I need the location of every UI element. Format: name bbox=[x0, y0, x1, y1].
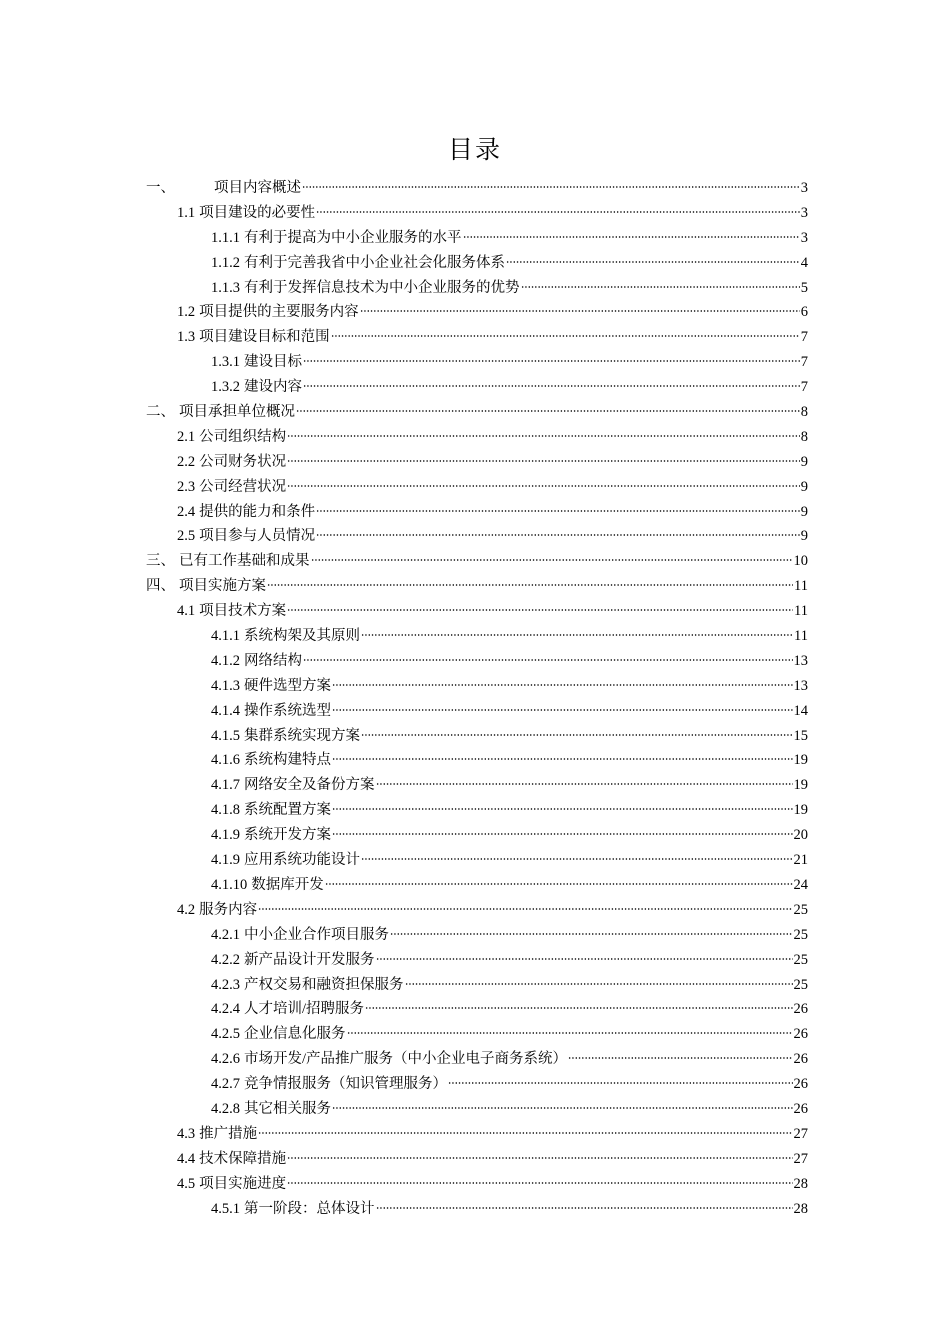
toc-dot-leader bbox=[287, 1157, 792, 1159]
toc-entry-number: 4.2.4 bbox=[211, 1001, 240, 1018]
toc-entry-label: 技术保障措施 bbox=[199, 1150, 287, 1167]
toc-entry-number: 2.1 bbox=[177, 428, 196, 445]
toc-entry[interactable] bbox=[146, 450, 808, 475]
toc-dot-leader bbox=[316, 534, 800, 536]
toc-entry[interactable] bbox=[146, 624, 808, 649]
toc-entry[interactable] bbox=[146, 973, 808, 998]
toc-entry-label: 中小企业合作项目服务 bbox=[244, 926, 389, 943]
toc-entry-page-number: 19 bbox=[793, 777, 808, 794]
toc-dot-leader bbox=[287, 1182, 792, 1184]
toc-dot-leader bbox=[332, 758, 793, 760]
toc-entry-label: 硬件选型方案 bbox=[244, 677, 331, 694]
toc-entry-number: 四、 bbox=[146, 578, 175, 595]
toc-entry-number: 二、 bbox=[146, 404, 175, 421]
toc-dot-leader bbox=[376, 783, 793, 785]
toc-entry-number: 4.2.1 bbox=[211, 926, 240, 943]
toc-entry[interactable] bbox=[146, 201, 808, 226]
toc-entry-page-number: 25 bbox=[793, 926, 808, 943]
toc-entry-page-number: 25 bbox=[793, 976, 808, 993]
toc-entry-label: 系统开发方案 bbox=[244, 827, 331, 844]
toc-entry-label: 项目建设目标和范围 bbox=[199, 329, 330, 346]
toc-entry-number: 4.2.6 bbox=[211, 1051, 240, 1068]
toc-entry-page-number: 9 bbox=[800, 478, 808, 495]
toc-entry[interactable] bbox=[146, 325, 808, 350]
toc-entry[interactable] bbox=[146, 549, 808, 574]
toc-entry-number: 4.1 bbox=[177, 603, 196, 620]
toc-entry-label: 项目内容概述 bbox=[214, 180, 301, 196]
toc-entry[interactable] bbox=[146, 1047, 808, 1072]
toc-entry-number: 1.3.1 bbox=[211, 354, 240, 371]
toc-entry-page-number: 9 bbox=[800, 528, 808, 545]
toc-dot-leader bbox=[376, 1207, 793, 1209]
toc-entry-number: 2.5 bbox=[177, 528, 196, 545]
toc-dot-leader bbox=[360, 310, 800, 312]
toc-dot-leader bbox=[287, 609, 793, 611]
toc-entry-page-number: 26 bbox=[793, 1026, 808, 1043]
toc-entry-label: 企业信息化服务 bbox=[244, 1026, 346, 1043]
toc-entry-number: 1.1.3 bbox=[211, 279, 240, 296]
toc-entry-number: 4.2.7 bbox=[211, 1076, 240, 1093]
toc-entry-number: 4.2.5 bbox=[211, 1026, 240, 1043]
toc-entry-page-number: 26 bbox=[793, 1100, 808, 1117]
toc-entry-page-number: 25 bbox=[793, 901, 808, 918]
toc-dot-leader bbox=[316, 211, 800, 213]
toc-entry-page-number: 26 bbox=[793, 1051, 808, 1068]
toc-entry-label: 项目实施进度 bbox=[199, 1175, 287, 1192]
toc-entry-page-number: 28 bbox=[793, 1200, 808, 1217]
toc-dot-leader bbox=[332, 709, 793, 711]
toc-entry-page-number: 7 bbox=[800, 329, 808, 346]
toc-entry[interactable] bbox=[146, 1122, 808, 1147]
toc-dot-leader bbox=[332, 1107, 793, 1109]
toc-entry-number: 4.1.6 bbox=[211, 752, 240, 769]
toc-dot-leader bbox=[332, 808, 793, 810]
toc-entry-number: 4.4 bbox=[177, 1150, 196, 1167]
toc-entry[interactable] bbox=[146, 574, 808, 599]
toc-dot-leader bbox=[405, 983, 793, 985]
toc-entry-number: 4.1.9 bbox=[211, 852, 240, 869]
toc-entry[interactable] bbox=[146, 923, 808, 948]
toc-entry-label: 项目提供的主要服务内容 bbox=[199, 304, 359, 321]
toc-entry-number: 4.1.2 bbox=[211, 652, 240, 669]
toc-entry-label: 有利于提高为中小企业服务的水平 bbox=[244, 229, 462, 246]
toc-entry-label: 其它相关服务 bbox=[244, 1100, 331, 1117]
toc-dot-leader bbox=[347, 1032, 793, 1034]
toc-entry-number: 4.2.3 bbox=[211, 976, 240, 993]
toc-entry[interactable] bbox=[146, 276, 808, 301]
toc-entry-label: 推广措施 bbox=[199, 1125, 258, 1142]
toc-entry[interactable] bbox=[146, 400, 808, 425]
toc-entry-page-number: 26 bbox=[793, 1076, 808, 1093]
toc-entry-page-number: 9 bbox=[800, 503, 808, 520]
toc-entry-label: 已有工作基础和成果 bbox=[179, 553, 310, 570]
toc-entry[interactable] bbox=[146, 798, 808, 823]
toc-entry-number: 三、 bbox=[146, 553, 175, 570]
toc-entry-page-number: 20 bbox=[793, 827, 808, 844]
toc-entry-number: 4.5.1 bbox=[211, 1200, 240, 1217]
toc-entry[interactable] bbox=[146, 1147, 808, 1172]
toc-entry[interactable] bbox=[146, 251, 808, 276]
toc-entry-label: 公司经营状况 bbox=[199, 478, 287, 495]
toc-dot-leader bbox=[303, 385, 800, 387]
toc-entry-label: 项目技术方案 bbox=[199, 603, 287, 620]
toc-dot-leader bbox=[258, 1132, 792, 1134]
toc-entry-label: 建设内容 bbox=[244, 379, 302, 396]
toc-entry-page-number: 19 bbox=[793, 802, 808, 819]
toc-dot-leader bbox=[506, 261, 800, 263]
toc-entry[interactable] bbox=[146, 300, 808, 325]
toc-entry-number: 4.2.8 bbox=[211, 1100, 240, 1117]
toc-entry-number: 4.1.8 bbox=[211, 802, 240, 819]
toc-entry[interactable] bbox=[146, 350, 808, 375]
toc-entry-label: 竞争情报服务（知识管理服务） bbox=[244, 1076, 447, 1093]
toc-entry-page-number: 11 bbox=[794, 578, 808, 595]
toc-entry[interactable] bbox=[146, 848, 808, 873]
toc-entry-number: 4.2.2 bbox=[211, 951, 240, 968]
toc-entry[interactable] bbox=[146, 873, 808, 898]
toc-entry[interactable] bbox=[146, 1097, 808, 1122]
toc-entry-number: 1.1.2 bbox=[211, 254, 240, 271]
toc-entry[interactable] bbox=[146, 948, 808, 973]
toc-entry-number: 1.1.1 bbox=[211, 229, 240, 246]
toc-entry-label: 有利于完善我省中小企业社会化服务体系 bbox=[244, 254, 505, 271]
toc-entry[interactable] bbox=[146, 823, 808, 848]
toc-entry-page-number: 8 bbox=[800, 428, 808, 445]
toc-entry-page-number: 3 bbox=[800, 204, 808, 221]
toc-entry[interactable] bbox=[146, 524, 808, 549]
toc-entry-label: 提供的能力和条件 bbox=[199, 503, 316, 520]
toc-entry-label: 新产品设计开发服务 bbox=[244, 951, 375, 968]
toc-entry-page-number: 27 bbox=[793, 1150, 808, 1167]
toc-entry[interactable] bbox=[146, 748, 808, 773]
toc-entry-number: 1.2 bbox=[177, 304, 196, 321]
toc-entry-number: 2.3 bbox=[177, 478, 196, 495]
toc-entry[interactable] bbox=[146, 898, 808, 923]
toc-entry[interactable] bbox=[146, 375, 808, 400]
toc-entry[interactable] bbox=[146, 997, 808, 1022]
toc-entry-number: 4.3 bbox=[177, 1125, 196, 1142]
toc-list bbox=[146, 176, 808, 1221]
toc-dot-leader bbox=[303, 659, 793, 661]
toc-dot-leader bbox=[568, 1057, 792, 1059]
toc-entry-number: 2.2 bbox=[177, 453, 196, 470]
toc-dot-leader bbox=[448, 1082, 793, 1084]
toc-entry-label: 网络结构 bbox=[244, 652, 302, 669]
toc-entry-page-number: 6 bbox=[800, 304, 808, 321]
toc-dot-leader bbox=[302, 186, 800, 188]
toc-entry-number: 4.1.7 bbox=[211, 777, 240, 794]
toc-entry-page-number: 9 bbox=[800, 453, 808, 470]
toc-dot-leader bbox=[258, 908, 792, 910]
toc-entry-label: 操作系统选型 bbox=[244, 702, 331, 719]
toc-entry-number: 4.1.10 bbox=[211, 876, 248, 893]
toc-dot-leader bbox=[287, 485, 800, 487]
toc-dot-leader bbox=[311, 559, 793, 561]
toc-entry-page-number: 28 bbox=[793, 1175, 808, 1192]
toc-dot-leader bbox=[332, 833, 793, 835]
toc-entry-label: 公司财务状况 bbox=[199, 453, 287, 470]
toc-dot-leader bbox=[296, 410, 800, 412]
toc-entry-page-number: 7 bbox=[800, 354, 808, 371]
toc-entry-page-number: 21 bbox=[793, 852, 808, 869]
toc-entry[interactable] bbox=[146, 500, 808, 525]
toc-entry-number: 4.1.3 bbox=[211, 677, 240, 694]
toc-entry-page-number: 11 bbox=[794, 603, 808, 620]
toc-dot-leader bbox=[361, 734, 793, 736]
toc-entry-label: 系统构架及其原则 bbox=[244, 628, 360, 645]
toc-dot-leader bbox=[303, 360, 800, 362]
toc-entry-number: 4.1.1 bbox=[211, 628, 240, 645]
toc-entry-page-number: 15 bbox=[793, 727, 808, 744]
toc-entry-label: 项目参与人员情况 bbox=[199, 528, 316, 545]
toc-entry-page-number: 3 bbox=[800, 180, 808, 196]
toc-dot-leader bbox=[521, 286, 800, 288]
toc-entry-label: 应用系统功能设计 bbox=[244, 852, 360, 869]
toc-entry-label: 项目实施方案 bbox=[179, 578, 266, 595]
toc-entry-label: 系统配置方案 bbox=[244, 802, 331, 819]
toc-entry[interactable] bbox=[146, 176, 808, 201]
toc-entry[interactable] bbox=[146, 699, 808, 724]
toc-entry-number: 4.1.9 bbox=[211, 827, 240, 844]
toc-entry-page-number: 8 bbox=[800, 404, 808, 421]
toc-entry-label: 数据库开发 bbox=[251, 876, 324, 893]
toc-dot-leader bbox=[361, 858, 793, 860]
toc-entry-label: 有利于发挥信息技术为中小企业服务的优势 bbox=[244, 279, 520, 296]
toc-entry-label: 项目承担单位概况 bbox=[179, 404, 295, 421]
toc-entry-number: 4.2 bbox=[177, 901, 196, 918]
toc-entry-page-number: 19 bbox=[793, 752, 808, 769]
toc-dot-leader bbox=[287, 435, 800, 437]
toc-entry-page-number: 24 bbox=[793, 876, 808, 893]
toc-entry[interactable] bbox=[146, 1022, 808, 1047]
toc-entry[interactable] bbox=[146, 773, 808, 798]
toc-entry-page-number: 25 bbox=[793, 951, 808, 968]
toc-entry-label: 产权交易和融资担保服务 bbox=[244, 976, 404, 993]
toc-dot-leader bbox=[267, 584, 793, 586]
toc-entry-page-number: 11 bbox=[794, 628, 808, 645]
toc-entry[interactable] bbox=[146, 1072, 808, 1097]
toc-entry-label: 服务内容 bbox=[199, 901, 258, 918]
toc-entry-number: 2.4 bbox=[177, 503, 196, 520]
toc-entry[interactable] bbox=[146, 226, 808, 251]
toc-entry-number: 1.1 bbox=[177, 204, 196, 221]
toc-entry-number: 4.1.4 bbox=[211, 702, 240, 719]
toc-entry-number: 1.3.2 bbox=[211, 379, 240, 396]
toc-dot-leader bbox=[331, 335, 800, 337]
toc-entry[interactable] bbox=[146, 1197, 808, 1222]
toc-entry-number: 4.5 bbox=[177, 1175, 196, 1192]
toc-entry-page-number: 26 bbox=[793, 1001, 808, 1018]
toc-dot-leader bbox=[376, 958, 793, 960]
toc-entry-page-number: 13 bbox=[793, 677, 808, 694]
toc-entry-page-number: 13 bbox=[793, 652, 808, 669]
toc-entry[interactable] bbox=[146, 649, 808, 674]
toc-title: 目录 bbox=[447, 137, 502, 164]
toc-entry[interactable] bbox=[146, 1172, 808, 1197]
toc-entry[interactable] bbox=[146, 475, 808, 500]
toc-entry-label: 建设目标 bbox=[244, 354, 302, 371]
toc-entry[interactable] bbox=[146, 425, 808, 450]
toc-entry-label: 集群系统实现方案 bbox=[244, 727, 360, 744]
toc-entry-label: 网络安全及备份方案 bbox=[244, 777, 375, 794]
toc-dot-leader bbox=[463, 236, 800, 238]
toc-dot-leader bbox=[390, 933, 793, 935]
toc-dot-leader bbox=[361, 634, 793, 636]
toc-dot-leader bbox=[287, 460, 800, 462]
toc-dot-leader bbox=[332, 684, 793, 686]
toc-entry-label: 第一阶段：总体设计 bbox=[244, 1200, 375, 1217]
toc-entry[interactable] bbox=[146, 724, 808, 749]
toc-entry-page-number: 5 bbox=[800, 279, 808, 296]
toc-entry-label: 公司组织结构 bbox=[199, 428, 287, 445]
toc-entry-label: 系统构建特点 bbox=[244, 752, 331, 769]
toc-entry-label: 市场开发/产品推广服务（中小企业电子商务系统） bbox=[244, 1051, 568, 1068]
toc-entry-page-number: 4 bbox=[800, 254, 808, 271]
toc-entry-number: 1.3 bbox=[177, 329, 196, 346]
toc-entry-label: 人才培训/招聘服务 bbox=[244, 1001, 365, 1018]
toc-entry-page-number: 3 bbox=[800, 229, 808, 246]
toc-entry-page-number: 10 bbox=[793, 553, 808, 570]
toc-entry-label: 项目建设的必要性 bbox=[199, 204, 316, 221]
toc-entry-page-number: 14 bbox=[793, 702, 808, 719]
toc-entry[interactable] bbox=[146, 599, 808, 624]
toc-entry-page-number: 7 bbox=[800, 379, 808, 396]
toc-entry-number: 4.1.5 bbox=[211, 727, 240, 744]
toc-entry-page-number: 27 bbox=[793, 1125, 808, 1142]
toc-entry-number: 一、 bbox=[146, 180, 175, 196]
toc-entry[interactable] bbox=[146, 674, 808, 699]
toc-dot-leader bbox=[365, 1007, 792, 1009]
toc-dot-leader bbox=[325, 883, 793, 885]
toc-dot-leader bbox=[316, 510, 800, 512]
